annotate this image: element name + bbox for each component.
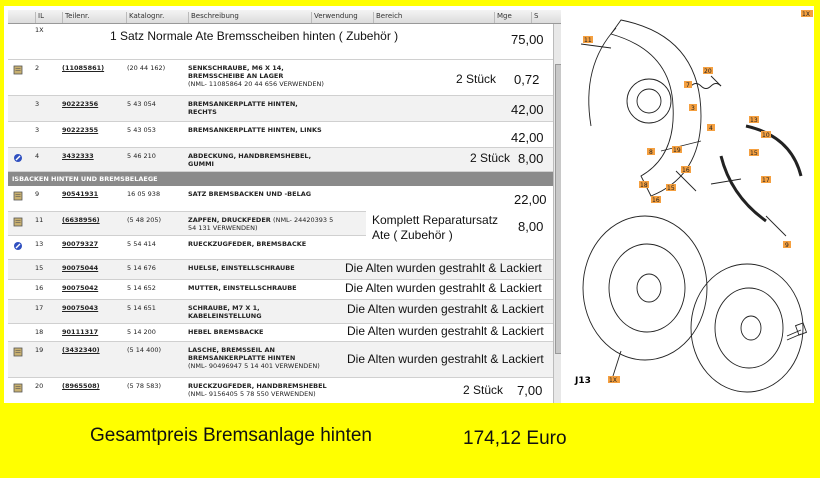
row-price: 7,00	[517, 383, 543, 398]
header-bereich[interactable]: Bereich	[373, 12, 402, 23]
row-teilenr[interactable]: (6638956)	[62, 216, 100, 224]
table-header	[8, 10, 561, 24]
row-teilenr[interactable]: 90222356	[62, 100, 99, 108]
callout-label: 10	[762, 132, 770, 139]
callout-label: 7	[686, 82, 690, 89]
row-beschreibung: SATZ BREMSBACKEN UND -BELAG	[188, 190, 312, 198]
header-s[interactable]: S	[531, 12, 538, 23]
row-teilenr[interactable]: (3432340)	[62, 346, 100, 354]
total-bar	[0, 403, 820, 478]
row-teilenr[interactable]: 90079327	[62, 240, 99, 248]
table-row[interactable]	[8, 186, 553, 212]
table-row[interactable]	[8, 300, 553, 324]
row-katalognr: 16 05 938	[127, 190, 161, 198]
row-beschreibung: LASCHE, BREMSSEIL AN BREMSANKERPLATTE HINTEN (NML- 90496947 5 14 401 VERWENDEN)	[188, 346, 320, 370]
row-katalognr: (5 14 400)	[127, 346, 162, 354]
document-icon[interactable]	[13, 65, 23, 75]
kit-note-line2: Ate ( Zubehör )	[372, 228, 453, 242]
callout-label: 11	[584, 37, 592, 44]
table-row[interactable]	[8, 260, 553, 280]
row-price: 8,00	[518, 151, 544, 166]
kit-note-line1: Komplett Reparatursatz	[372, 213, 499, 227]
section-header: ISBACKEN HINTEN UND BREMSBELAEGE	[8, 172, 553, 186]
callout-label: 9	[785, 242, 789, 249]
row-beschreibung: BREMSANKERPLATTE HINTEN, LINKS	[188, 126, 322, 134]
diagram-label: J13	[575, 376, 591, 386]
row-teilenr[interactable]: 90111317	[62, 328, 99, 336]
row-pos: 11	[35, 216, 44, 224]
document-icon[interactable]	[13, 191, 23, 201]
row-beschreibung: BREMSANKERPLATTE HINTEN, RECHTS	[188, 100, 298, 116]
table-row[interactable]	[8, 122, 553, 148]
row-pos: 3	[35, 100, 40, 108]
row-katalognr: (5 78 583)	[127, 382, 162, 390]
callout-label: 17	[762, 177, 770, 184]
row-teilenr[interactable]: (8965508)	[62, 382, 100, 390]
row-il: 1X	[35, 26, 44, 34]
wrench-icon[interactable]	[13, 241, 23, 251]
row-pos: 4	[35, 152, 40, 160]
row-qty: 2 Stück	[456, 72, 497, 86]
row-price: 42,00	[511, 102, 544, 117]
kit-note-price: 8,00	[518, 219, 544, 234]
row-teilenr[interactable]: 90075042	[62, 284, 99, 292]
row-katalognr: 5 14 676	[127, 264, 156, 272]
document-icon[interactable]	[13, 347, 23, 357]
row-pos: 18	[35, 328, 44, 336]
row-katalognr: 5 43 053	[127, 126, 156, 134]
parts-panel	[4, 6, 814, 403]
callout-label: 16	[682, 167, 690, 174]
row-note: Die Alten wurden gestrahlt & Lackiert	[347, 324, 544, 338]
document-icon[interactable]	[13, 383, 23, 393]
row-note: Die Alten wurden gestrahlt & Lackiert	[347, 302, 544, 316]
wrench-icon[interactable]	[13, 153, 23, 163]
callout-label: 15	[667, 185, 675, 192]
row-beschreibung: HUELSE, EINSTELLSCHRAUBE	[188, 264, 295, 272]
row-katalognr: (5 48 205)	[127, 216, 162, 224]
exploded-parts-diagram	[561, 6, 814, 403]
callout-label: 19	[673, 147, 681, 154]
row-teilenr[interactable]: 90075043	[62, 304, 99, 312]
row-beschreibung: ABDECKUNG, HANDBREMSHEBEL, GUMMI	[188, 152, 312, 168]
row-katalognr: 5 14 651	[127, 304, 156, 312]
row-price: 0,72	[514, 72, 540, 87]
callout-label: 13	[750, 117, 758, 124]
parts-table	[8, 6, 561, 403]
row-beschreibung: MUTTER, EINSTELLSCHRAUBE	[188, 284, 297, 292]
row-teilenr[interactable]: 90222355	[62, 126, 99, 134]
total-label: Gesamtpreis Bremsanlage hinten	[90, 425, 372, 446]
table-row[interactable]	[8, 60, 553, 96]
table-row[interactable]	[8, 280, 553, 300]
row-price: 42,00	[511, 130, 544, 145]
row-beschreibung: RUECKZUGFEDER, BREMSBACKE	[188, 240, 307, 248]
row-teilenr[interactable]: 90075044	[62, 264, 99, 272]
callout-label: 3	[691, 105, 695, 112]
row-beschreibung: RUECKZUGFEDER, HANDBREMSHEBEL (NML- 9156405 5 78 550 VERWENDEN)	[188, 382, 327, 398]
row-pos: 3	[35, 126, 40, 134]
callout-label: 20	[704, 68, 712, 75]
row-pos: 16	[35, 284, 44, 292]
callout-label: 18	[640, 182, 648, 189]
row-price: 75,00	[511, 32, 544, 47]
row-teilenr[interactable]: 90541931	[62, 190, 99, 198]
row-note: 1 Satz Normale Ate Bremsscheiben hinten ( Zubehör )	[110, 29, 399, 43]
row-note: Die Alten wurden gestrahlt & Lackiert	[345, 281, 542, 295]
callout-label: 1X	[609, 377, 617, 384]
table-row[interactable]	[8, 24, 553, 60]
row-katalognr: 5 14 652	[127, 284, 156, 292]
row-pos: 17	[35, 304, 44, 312]
table-row[interactable]	[8, 378, 553, 403]
row-katalognr: 5 43 054	[127, 100, 156, 108]
brake-drawing	[561, 6, 814, 403]
row-qty: 2 Stück	[470, 151, 511, 165]
header-beschreibung[interactable]: Beschreibung	[188, 12, 239, 23]
table-row[interactable]	[8, 324, 553, 342]
row-pos: 2	[35, 64, 40, 72]
document-icon[interactable]	[13, 217, 23, 227]
table-scrollbar[interactable]	[553, 24, 561, 403]
row-katalognr: 5 54 414	[127, 240, 156, 248]
row-katalognr: 5 14 200	[127, 328, 156, 336]
header-mge[interactable]: Mge	[494, 12, 512, 23]
row-teilenr[interactable]: (11085861)	[62, 64, 105, 72]
callout-label: 15	[750, 150, 758, 157]
row-beschreibung: SCHRAUBE, M7 X 1, KABELEINSTELLUNG	[188, 304, 262, 320]
row-note: Die Alten wurden gestrahlt & Lackiert	[347, 352, 544, 366]
callout-label: 1X	[802, 11, 810, 18]
total-value: 174,12 Euro	[463, 428, 567, 449]
callout-label: 16	[652, 197, 660, 204]
row-beschreibung: SENKSCHRAUBE, M6 X 14, BREMSSCHEIBE AN LAGER (NML- 11085864 20 44 656 VERWENDEN)	[188, 64, 324, 88]
header-teilenr[interactable]: Teilenr.	[62, 12, 90, 23]
row-price: 22,00	[514, 192, 547, 207]
table-row[interactable]	[8, 342, 553, 378]
row-qty: 2 Stück	[463, 383, 504, 397]
row-pos: 20	[35, 382, 44, 390]
row-pos: 19	[35, 346, 44, 354]
header-verwendung[interactable]: Verwendung	[311, 12, 358, 23]
header-katalognr[interactable]: Katalognr.	[126, 12, 164, 23]
table-row[interactable]	[8, 96, 553, 122]
row-note: Die Alten wurden gestrahlt & Lackiert	[345, 261, 542, 275]
callout-label: 4	[709, 125, 713, 132]
row-pos: 13	[35, 240, 44, 248]
callout-label: 8	[649, 149, 653, 156]
header-il[interactable]: IL	[35, 12, 44, 23]
row-pos: 15	[35, 264, 44, 272]
row-beschreibung: ZAPFEN, DRUCKFEDER (NML- 24420393 5 54 131 VERWENDEN)	[188, 216, 334, 232]
row-katalognr: (20 44 162)	[127, 64, 166, 72]
table-row[interactable]	[8, 148, 553, 172]
row-beschreibung: HEBEL BREMSBACKE	[188, 328, 264, 336]
row-katalognr: 5 46 210	[127, 152, 156, 160]
row-pos: 9	[35, 190, 40, 198]
row-teilenr[interactable]: 3432333	[62, 152, 94, 160]
